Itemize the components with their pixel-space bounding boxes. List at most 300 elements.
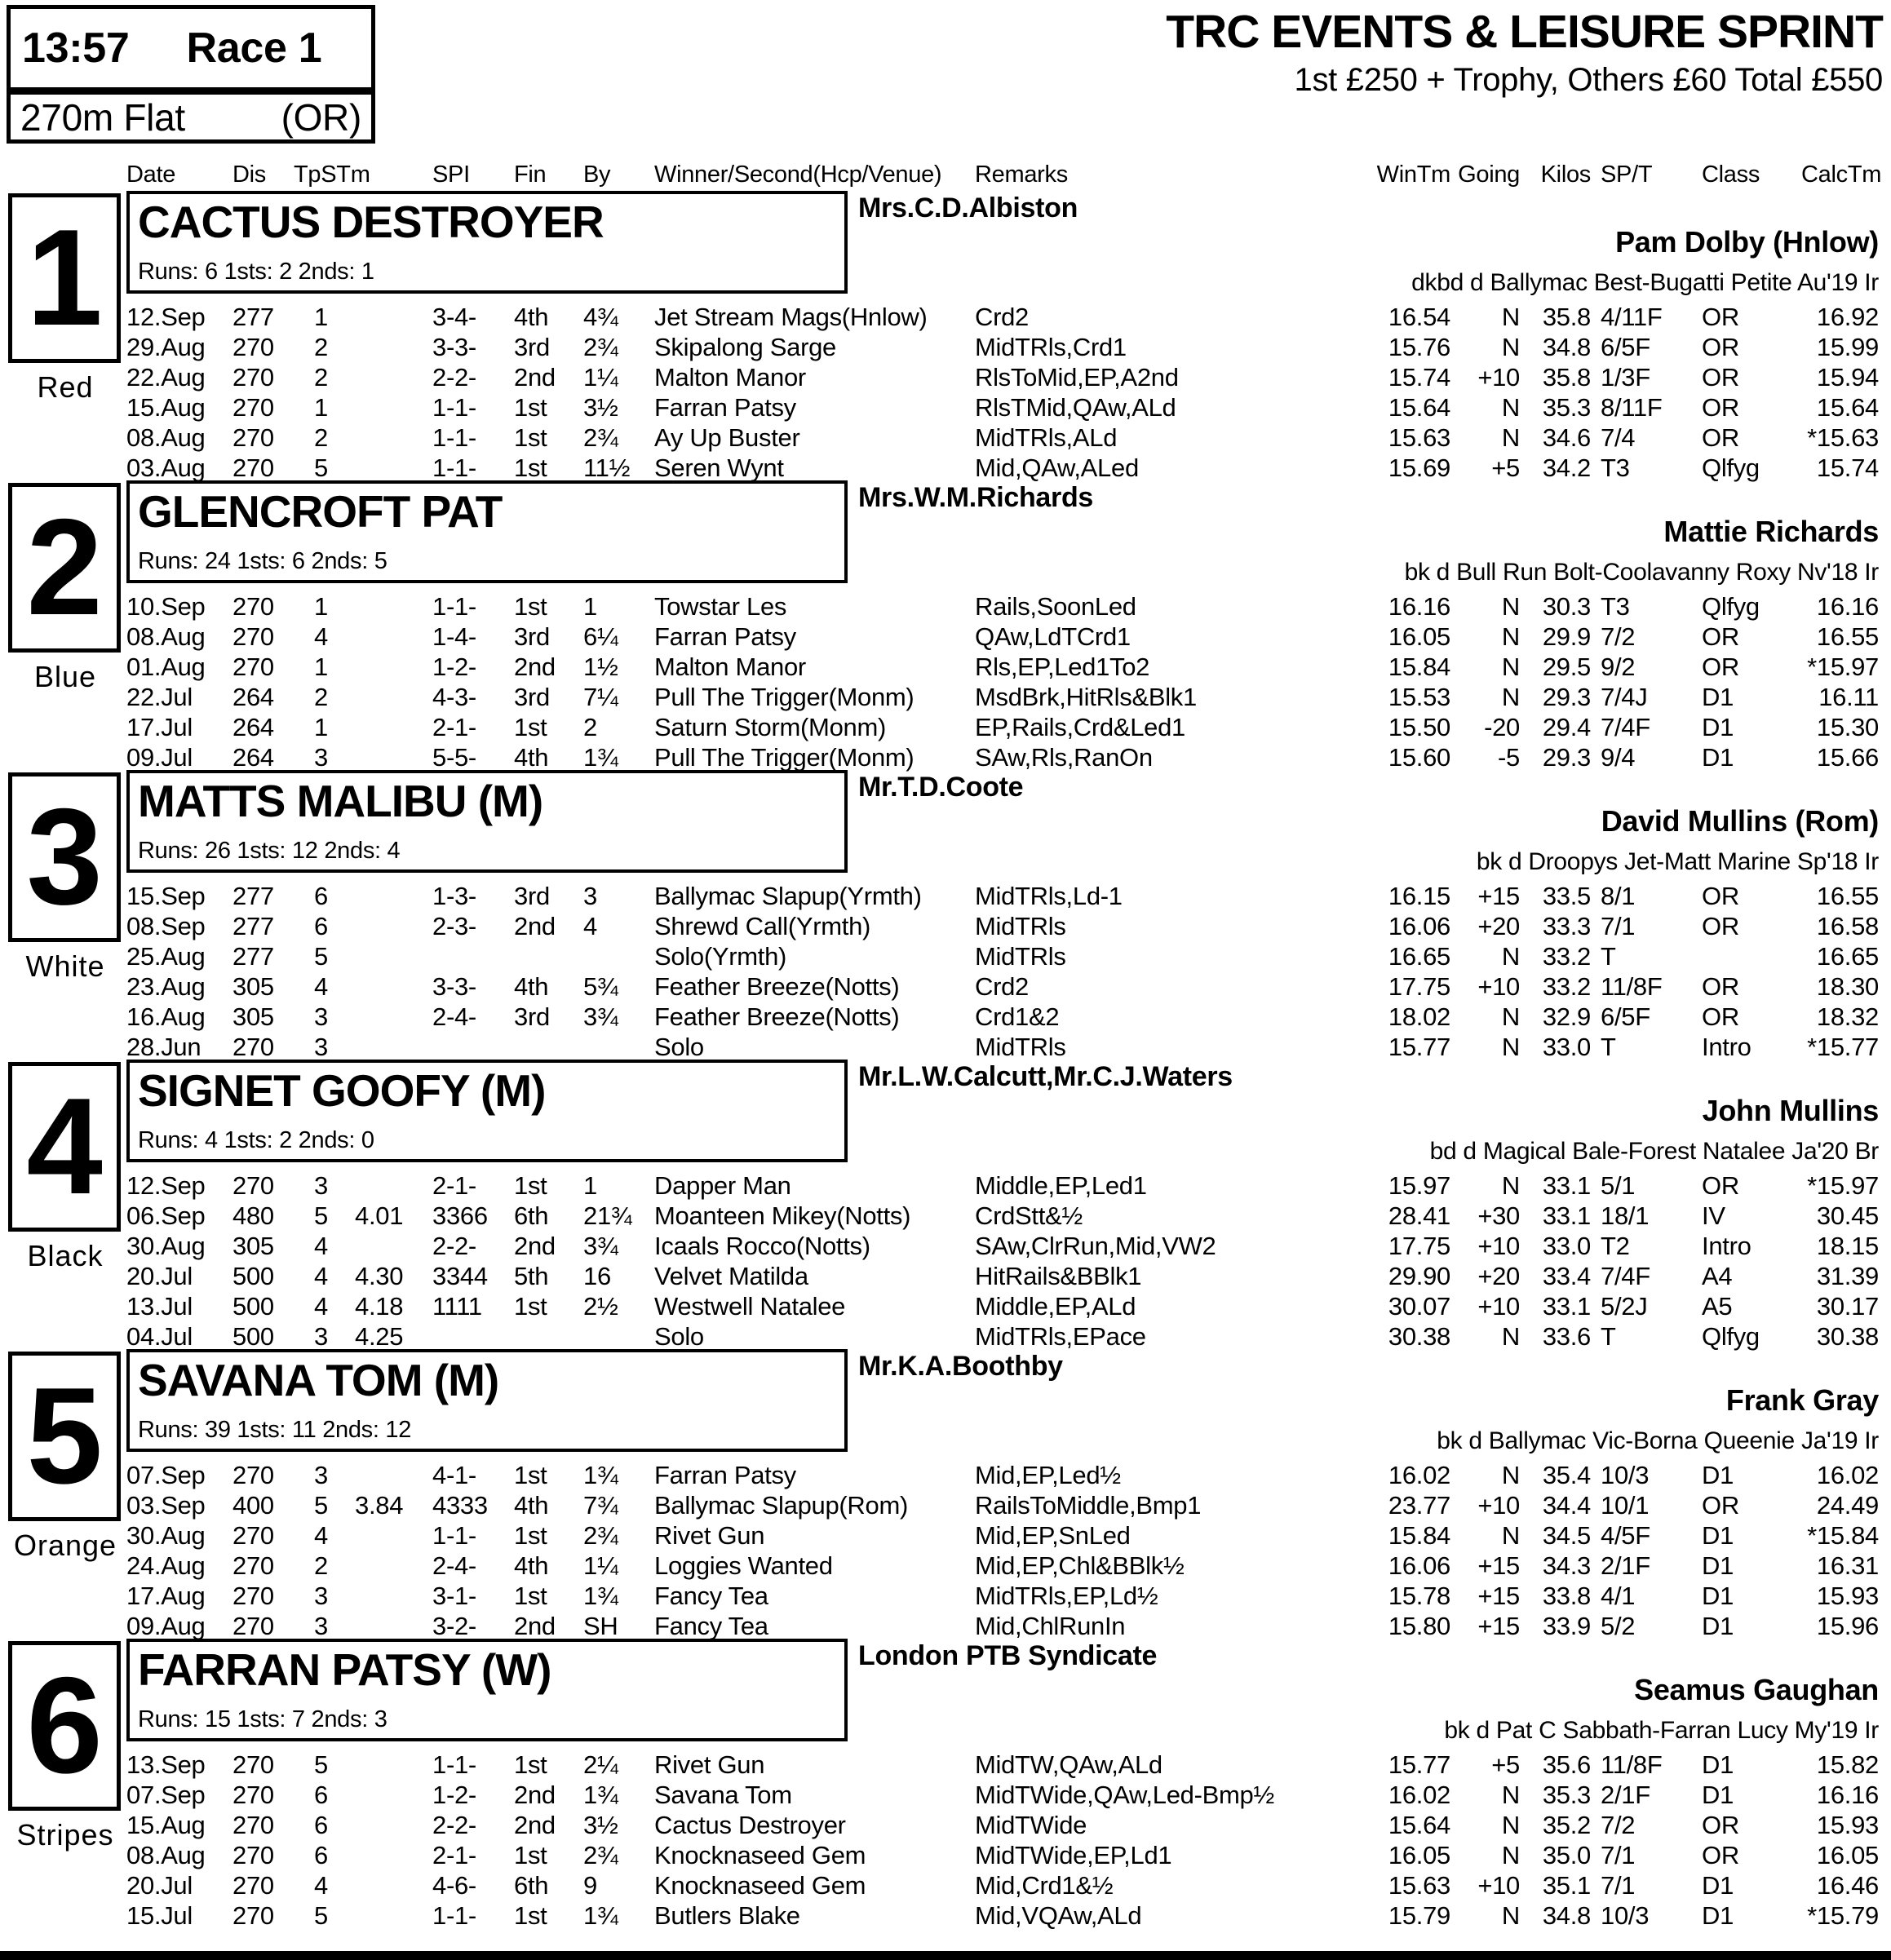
runner-record: Runs: 6 1sts: 2 2nds: 1 <box>138 259 374 285</box>
column-headers <box>126 161 1882 188</box>
form-date: 17.Jul <box>126 713 193 741</box>
form-winner-second: Jet Stream Mags(Hnlow) <box>654 303 928 331</box>
form-win-time: 15.84 <box>1388 653 1450 681</box>
form-date: 08.Aug <box>126 622 206 651</box>
form-win-time: 15.77 <box>1388 1033 1450 1061</box>
form-winner-second: Farran Patsy <box>654 1461 796 1489</box>
trainer-name: Mattie Richards <box>1663 515 1879 548</box>
form-distance-beaten: 3¾ <box>583 1232 618 1260</box>
form-remarks: QAw,LdTCrd1 <box>975 622 1131 651</box>
form-split-positions: 1-1- <box>432 453 476 482</box>
form-win-time: 15.76 <box>1388 333 1450 361</box>
form-starting-price: 4/11F <box>1601 303 1663 331</box>
form-remarks: Mid,ChlRunIn <box>975 1612 1126 1640</box>
form-trap: 5 <box>314 1750 328 1779</box>
form-finish-position: 2nd <box>514 1612 556 1640</box>
form-going-allowance: +15 <box>1477 1612 1520 1640</box>
form-win-time: 15.77 <box>1388 1750 1450 1779</box>
form-calculated-time: 30.45 <box>1816 1201 1879 1230</box>
form-remarks: MidTWide,EP,Ld1 <box>975 1841 1172 1869</box>
form-date: 13.Jul <box>126 1292 193 1321</box>
form-winner-second: Fancy Tea <box>654 1582 768 1610</box>
owner-name: Mr.L.W.Calcutt,Mr.C.J.Waters <box>858 1061 1233 1092</box>
form-row <box>126 881 1879 911</box>
form-date: 09.Aug <box>126 1612 206 1640</box>
form-calculated-time: 15.99 <box>1816 333 1879 361</box>
form-starting-price: 2/1F <box>1601 1781 1650 1809</box>
col-fin: Fin <box>514 161 547 188</box>
form-row <box>126 1490 1879 1520</box>
form-date: 13.Sep <box>126 1750 206 1779</box>
form-win-time: 16.15 <box>1388 882 1450 910</box>
form-date: 20.Jul <box>126 1262 193 1290</box>
form-trap: 3 <box>314 1002 328 1031</box>
form-going-allowance: N <box>1501 1841 1520 1869</box>
form-win-time: 15.84 <box>1388 1521 1450 1550</box>
form-weight: 33.1 <box>1542 1292 1591 1321</box>
form-remarks: MsdBrk,HitRls&Blk1 <box>975 683 1197 711</box>
runner-record: Runs: 39 1sts: 11 2nds: 12 <box>138 1417 412 1443</box>
form-finish-position: 3rd <box>514 1002 550 1031</box>
form-class: OR <box>1702 1002 1739 1031</box>
form-distance: 270 <box>232 592 274 621</box>
form-sectional-time: 3.84 <box>355 1491 404 1520</box>
form-class: D1 <box>1702 1612 1734 1640</box>
form-class: D1 <box>1702 743 1734 772</box>
breeding-line: bk d Pat C Sabbath-Farran Lucy My'19 Ir <box>1444 1717 1879 1744</box>
form-remarks: MidTRls <box>975 942 1066 971</box>
form-class <box>1695 941 1801 971</box>
col-going: Going <box>1458 161 1520 188</box>
form-finish-position: 1st <box>514 1521 547 1550</box>
form-trap: 6 <box>314 1811 328 1839</box>
trap-number-box <box>8 193 121 363</box>
form-win-time: 15.53 <box>1388 683 1450 711</box>
form-distance: 270 <box>232 622 274 651</box>
form-weight: 35.2 <box>1542 1811 1591 1839</box>
form-trap: 6 <box>314 882 328 910</box>
form-split-positions: 1-2- <box>432 1781 476 1809</box>
form-starting-price: 18/1 <box>1601 1201 1650 1230</box>
form-distance: 270 <box>232 1811 274 1839</box>
form-calculated-time: 15.82 <box>1816 1750 1879 1779</box>
form-calculated-time: *15.79 <box>1807 1901 1879 1930</box>
form-finish-position: 1st <box>514 453 547 482</box>
form-remarks: MidTRls,EPace <box>975 1322 1146 1351</box>
form-trap: 3 <box>314 1322 328 1351</box>
runner-block <box>0 1347 1891 1640</box>
form-calculated-time: 30.38 <box>1816 1322 1879 1351</box>
form-win-time: 15.69 <box>1388 453 1450 482</box>
form-split-positions: 3344 <box>432 1262 488 1290</box>
form-weight: 34.6 <box>1542 423 1591 452</box>
form-row <box>126 712 1879 742</box>
breeding-line: bk d Droopys Jet-Matt Marine Sp'18 Ir <box>1476 848 1879 875</box>
form-class: D1 <box>1702 1461 1734 1489</box>
form-distance-beaten: 2¾ <box>583 1841 618 1869</box>
form-calculated-time: 31.39 <box>1816 1262 1879 1290</box>
form-calculated-time: *15.63 <box>1807 423 1879 452</box>
form-going-allowance: +10 <box>1477 1871 1520 1900</box>
form-starting-price: 9/2 <box>1601 653 1636 681</box>
form-date: 30.Aug <box>126 1521 206 1550</box>
form-class: OR <box>1702 1491 1739 1520</box>
form-weight: 35.0 <box>1542 1841 1591 1869</box>
form-calculated-time: 16.11 <box>1818 683 1879 711</box>
form-row <box>126 1750 1879 1780</box>
form-winner-second: Skipalong Sarge <box>654 333 836 361</box>
form-distance-beaten: 1¾ <box>583 1461 618 1489</box>
form-going-allowance: +10 <box>1477 972 1520 1001</box>
col-class: Class <box>1702 161 1760 188</box>
form-class: OR <box>1702 912 1739 940</box>
form-date: 12.Sep <box>126 1171 206 1200</box>
form-row <box>126 1170 1879 1201</box>
form-remarks: Rls,EP,Led1To2 <box>975 653 1150 681</box>
form-win-time: 15.64 <box>1388 1811 1450 1839</box>
race-title: TRC EVENTS & LEISURE SPRINT <box>1166 6 1883 58</box>
form-calculated-time: 15.64 <box>1816 393 1879 422</box>
form-trap: 2 <box>314 423 328 452</box>
race-number: Race 1 <box>186 24 322 72</box>
form-split-positions: 1-2- <box>432 653 476 681</box>
race-grade: (OR) <box>281 95 361 139</box>
runner-name: MATTS MALIBU (M) <box>138 776 543 826</box>
form-starting-price: 10/3 <box>1601 1901 1650 1930</box>
runner-name-box <box>126 770 848 873</box>
form-starting-price: 5/2J <box>1601 1292 1648 1321</box>
col-dis: Dis <box>232 161 266 188</box>
form-distance: 270 <box>232 1582 274 1610</box>
owner-name: Mr.T.D.Coote <box>858 772 1024 803</box>
form-distance-beaten: 4¾ <box>583 303 618 331</box>
form-starting-price: 5/1 <box>1601 1171 1636 1200</box>
trap-number-box <box>8 772 121 942</box>
trap-color-label: Orange <box>13 1529 117 1562</box>
form-win-time: 15.78 <box>1388 1582 1450 1610</box>
form-winner-second: Fancy Tea <box>654 1612 768 1640</box>
form-remarks: Crd1&2 <box>975 1002 1060 1031</box>
form-trap: 3 <box>314 1612 328 1640</box>
form-split-positions: 1-1- <box>432 1901 476 1930</box>
form-class: D1 <box>1702 1750 1734 1779</box>
form-win-time: 17.75 <box>1388 1232 1450 1260</box>
form-trap: 5 <box>314 1201 328 1230</box>
form-sectional-time <box>330 682 424 712</box>
form-sectional-time <box>330 941 424 971</box>
form-distance-beaten: 1 <box>583 592 597 621</box>
form-winner-second: Farran Patsy <box>654 393 796 422</box>
col-date: Date <box>126 161 176 188</box>
form-calculated-time: 16.55 <box>1816 622 1879 651</box>
form-starting-price: 11/8F <box>1601 1750 1663 1779</box>
runner-block <box>0 1637 1891 1930</box>
form-distance: 277 <box>232 912 274 940</box>
form-distance-beaten: 3½ <box>583 393 618 422</box>
form-row <box>126 1810 1879 1840</box>
form-calculated-time: 16.02 <box>1816 1461 1879 1489</box>
form-remarks: MidTRls <box>975 912 1066 940</box>
form-winner-second: Pull The Trigger(Monm) <box>654 743 914 772</box>
form-row <box>126 1780 1879 1810</box>
form-starting-price: T3 <box>1601 592 1630 621</box>
form-going-allowance: N <box>1501 1521 1520 1550</box>
form-distance-beaten: 7¼ <box>583 683 618 711</box>
form-distance: 270 <box>232 1750 274 1779</box>
form-distance-beaten: 7¾ <box>583 1491 618 1520</box>
form-trap: 1 <box>314 303 328 331</box>
form-remarks: Crd2 <box>975 972 1029 1001</box>
form-class: OR <box>1702 1841 1739 1869</box>
form-class: IV <box>1702 1201 1725 1230</box>
form-finish-position: 4th <box>514 303 549 331</box>
form-going-allowance: -5 <box>1498 743 1520 772</box>
trainer-name: Seamus Gaughan <box>1634 1673 1879 1706</box>
form-weight: 33.0 <box>1542 1033 1591 1061</box>
trap-number: 6 <box>26 1648 103 1802</box>
form-date: 16.Aug <box>126 1002 206 1031</box>
col-by: By <box>583 161 611 188</box>
form-distance-beaten: 6¼ <box>583 622 618 651</box>
form-distance: 305 <box>232 1002 274 1031</box>
form-sectional-time <box>330 652 424 682</box>
form-sectional-time <box>330 1002 424 1032</box>
form-weight: 29.3 <box>1542 743 1591 772</box>
form-date: 03.Aug <box>126 453 206 482</box>
runner-name-box <box>126 480 848 583</box>
form-distance: 270 <box>232 1033 274 1061</box>
form-weight: 33.2 <box>1542 942 1591 971</box>
trap-color-label: Blue <box>33 660 97 693</box>
form-sectional-time <box>330 1780 424 1810</box>
form-distance-beaten: 2¾ <box>583 1521 618 1550</box>
form-distance: 270 <box>232 1171 274 1200</box>
form-weight: 33.1 <box>1542 1201 1591 1230</box>
form-win-time: 18.02 <box>1388 1002 1450 1031</box>
form-remarks: Rails,SoonLed <box>975 592 1136 621</box>
form-distance: 400 <box>232 1491 274 1520</box>
form-split-positions: 2-4- <box>432 1002 476 1031</box>
form-calculated-time: 16.65 <box>1816 942 1879 971</box>
form-calculated-time: 16.46 <box>1816 1871 1879 1900</box>
form-trap: 2 <box>314 1551 328 1580</box>
form-winner-second: Ay Up Buster <box>654 423 800 452</box>
form-row <box>126 1551 1879 1581</box>
col-winner: Winner/Second(Hcp/Venue) <box>654 161 942 188</box>
form-rows <box>126 1460 1879 1641</box>
race-prize: 1st £250 + Trophy, Others £60 Total £550 <box>1294 62 1883 98</box>
trap-color-label: Black <box>27 1239 104 1272</box>
form-remarks: Mid,EP,Led½ <box>975 1461 1121 1489</box>
form-win-time: 29.90 <box>1388 1262 1450 1290</box>
form-row <box>126 1002 1879 1032</box>
form-win-time: 16.06 <box>1388 1551 1450 1580</box>
bottom-divider <box>0 1951 1891 1960</box>
form-starting-price: 4/5F <box>1601 1521 1650 1550</box>
form-sectional-time: 4.01 <box>355 1201 404 1230</box>
form-class: OR <box>1702 303 1739 331</box>
form-distance-beaten: 3 <box>583 882 597 910</box>
form-rows <box>126 302 1879 483</box>
form-winner-second: Malton Manor <box>654 363 806 392</box>
form-starting-price: 4/1 <box>1601 1582 1636 1610</box>
form-weight: 34.3 <box>1542 1551 1591 1580</box>
form-date: 28.Jun <box>126 1033 202 1061</box>
form-row <box>126 392 1879 423</box>
form-trap: 4 <box>314 1292 328 1321</box>
form-weight: 35.3 <box>1542 393 1591 422</box>
form-distance: 270 <box>232 393 274 422</box>
form-finish-position: 1st <box>514 423 547 452</box>
form-split-positions: 5-5- <box>432 743 476 772</box>
form-distance-beaten: 11½ <box>583 453 631 482</box>
form-remarks: MidTRls,Crd1 <box>975 333 1127 361</box>
form-distance-beaten: 2¾ <box>583 423 618 452</box>
form-distance-beaten: 1 <box>583 1171 597 1200</box>
form-finish-position: 1st <box>514 393 547 422</box>
form-remarks: Crd2 <box>975 303 1029 331</box>
form-finish-position: 1st <box>514 1901 547 1930</box>
race-distance: 270m Flat <box>20 95 185 139</box>
trap-number: 4 <box>26 1069 103 1223</box>
form-going-allowance: N <box>1501 942 1520 971</box>
form-winner-second: Malton Manor <box>654 653 806 681</box>
form-rows <box>126 1170 1879 1352</box>
form-class: OR <box>1702 1171 1739 1200</box>
form-remarks: SAw,ClrRun,Mid,VW2 <box>975 1232 1216 1260</box>
form-distance: 500 <box>232 1292 274 1321</box>
form-weight: 35.3 <box>1542 1781 1591 1809</box>
form-split-positions: 4-3- <box>432 683 476 711</box>
form-finish-position: 4th <box>514 743 549 772</box>
form-distance-beaten: 4 <box>583 912 597 940</box>
form-split-positions: 1-1- <box>432 423 476 452</box>
form-finish-position: 3rd <box>514 333 550 361</box>
form-sectional-time <box>330 1460 424 1490</box>
form-sectional-time <box>330 591 424 622</box>
runner-block <box>0 479 1891 772</box>
form-split-positions: 3366 <box>432 1201 488 1230</box>
form-date: 08.Sep <box>126 912 206 940</box>
form-distance: 270 <box>232 1461 274 1489</box>
form-class: OR <box>1702 622 1739 651</box>
form-going-allowance: -20 <box>1484 713 1520 741</box>
form-rows <box>126 1750 1879 1931</box>
form-class: Qlfyg <box>1702 453 1760 482</box>
form-trap: 3 <box>314 1461 328 1489</box>
form-starting-price: 7/1 <box>1601 912 1636 940</box>
form-trap: 5 <box>314 1491 328 1520</box>
form-trap: 5 <box>314 1901 328 1930</box>
col-remarks: Remarks <box>975 161 1068 188</box>
form-finish-position: 1st <box>514 713 547 741</box>
form-remarks: MidTRls <box>975 1033 1066 1061</box>
form-win-time: 15.50 <box>1388 713 1450 741</box>
form-date: 22.Jul <box>126 683 193 711</box>
form-starting-price: 6/5F <box>1601 1002 1650 1031</box>
runner-name-box <box>126 1639 848 1741</box>
form-row <box>126 971 1879 1002</box>
form-trap: 5 <box>314 942 328 971</box>
form-split-positions: 1-1- <box>432 393 476 422</box>
form-distance: 264 <box>232 743 274 772</box>
col-calctm: CalcTm <box>1801 161 1882 188</box>
form-starting-price: 7/2 <box>1601 622 1636 651</box>
trap-number: 5 <box>26 1359 103 1512</box>
form-sectional-time <box>330 1581 424 1611</box>
form-finish-position: 5th <box>514 1262 549 1290</box>
form-going-allowance: N <box>1501 592 1520 621</box>
form-going-allowance: +5 <box>1491 1750 1520 1779</box>
form-going-allowance: N <box>1501 423 1520 452</box>
form-sectional-time <box>330 1750 424 1780</box>
form-class: D1 <box>1702 1521 1734 1550</box>
form-going-allowance: +15 <box>1477 1582 1520 1610</box>
form-starting-price: 7/1 <box>1601 1871 1636 1900</box>
form-remarks: MidTWide,QAw,Led-Bmp½ <box>975 1781 1274 1809</box>
form-distance: 500 <box>232 1322 274 1351</box>
form-distance: 264 <box>232 683 274 711</box>
form-weight: 33.5 <box>1542 882 1591 910</box>
form-winner-second: Velvet Matilda <box>654 1262 808 1290</box>
form-split-positions: 3-4- <box>432 303 476 331</box>
form-win-time: 16.02 <box>1388 1461 1450 1489</box>
form-sectional-time: 4.18 <box>355 1292 404 1321</box>
form-date: 24.Aug <box>126 1551 206 1580</box>
form-calculated-time: 16.16 <box>1816 1781 1879 1809</box>
form-going-allowance: N <box>1501 333 1520 361</box>
form-winner-second: Ballymac Slapup(Rom) <box>654 1491 908 1520</box>
form-sectional-time <box>330 332 424 362</box>
form-trap: 4 <box>314 1871 328 1900</box>
form-going-allowance: +10 <box>1477 1232 1520 1260</box>
form-winner-second: Seren Wynt <box>654 453 784 482</box>
owner-name: Mrs.C.D.Albiston <box>858 192 1078 223</box>
form-weight: 33.0 <box>1542 1232 1591 1260</box>
form-win-time: 16.16 <box>1388 592 1450 621</box>
form-finish-position: 1st <box>514 1171 547 1200</box>
runner-name-box <box>126 1349 848 1452</box>
form-class: D1 <box>1702 1582 1734 1610</box>
breeding-line: bk d Ballymac Vic-Borna Queenie Ja'19 Ir <box>1437 1427 1879 1454</box>
form-class: D1 <box>1702 713 1734 741</box>
form-finish-position: 1st <box>514 1582 547 1610</box>
col-spt: SP/T <box>1601 161 1653 188</box>
form-distance-beaten: 21¾ <box>583 1201 632 1230</box>
form-going-allowance: N <box>1501 393 1520 422</box>
form-date: 25.Aug <box>126 942 206 971</box>
form-date: 08.Aug <box>126 1841 206 1869</box>
form-starting-price: T3 <box>1601 453 1630 482</box>
form-split-positions: 4333 <box>432 1491 488 1520</box>
form-distance-beaten: 2 <box>583 713 597 741</box>
form-finish-position: 2nd <box>514 363 556 392</box>
form-calculated-time: 15.94 <box>1816 363 1879 392</box>
form-going-allowance: N <box>1501 1811 1520 1839</box>
form-calculated-time: 30.17 <box>1816 1292 1879 1321</box>
form-weight: 34.4 <box>1542 1491 1591 1520</box>
form-row <box>126 941 1879 971</box>
form-remarks: Mid,QAw,ALed <box>975 453 1139 482</box>
form-weight: 29.5 <box>1542 653 1591 681</box>
form-date: 29.Aug <box>126 333 206 361</box>
form-winner-second: Savana Tom <box>654 1781 792 1809</box>
runners <box>0 189 1891 1930</box>
form-calculated-time: 16.92 <box>1816 303 1879 331</box>
form-weight: 35.8 <box>1542 363 1591 392</box>
form-going-allowance: N <box>1501 1171 1520 1200</box>
form-calculated-time: 18.15 <box>1816 1232 1879 1260</box>
